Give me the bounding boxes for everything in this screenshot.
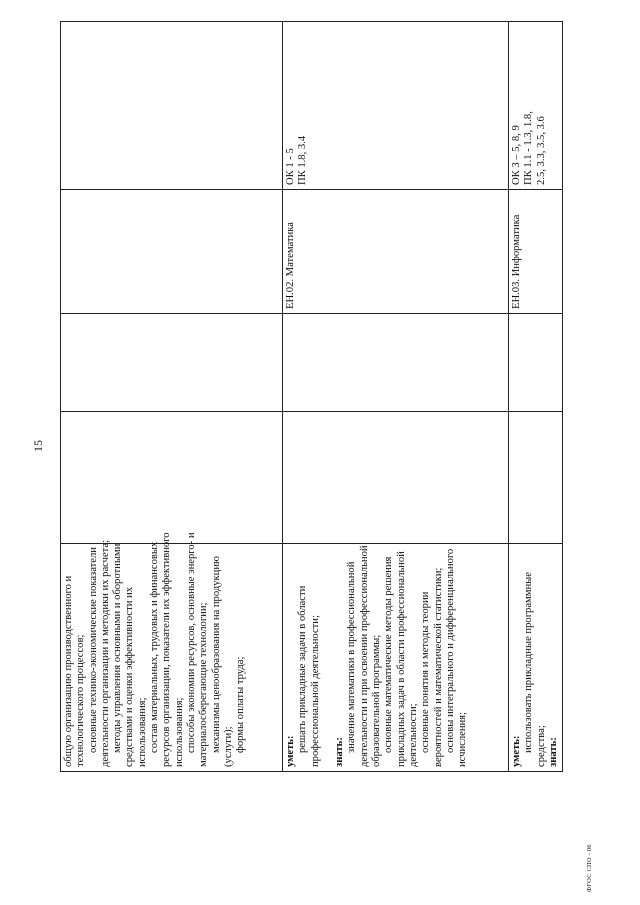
text-line: деятельности организации и методики их расчета; [99,539,111,767]
text-line: средства; [535,725,547,767]
code-line: ОК 3 – 5, 8, 9 [511,125,522,185]
text-line: состав материальных, трудовых и финансовых [149,541,161,753]
text-line: профессиональной деятельности; [309,615,321,767]
text-line: методы управления основными и оборотными [112,543,124,753]
text-line: способы экономии ресурсов, основные энерго- и [185,532,197,753]
content-cell [509,544,563,772]
text-line [322,548,334,767]
text-line: использования; [136,697,148,767]
discipline-label: ЕН.02. Математика [285,222,296,309]
empty-cell [509,412,563,544]
text-line: деятельности и при освоении профессиональной [358,545,370,767]
text-line: знать: [334,737,346,767]
text-line: использовать прикладные программные [523,572,535,753]
codes-cell [509,22,563,190]
text-line: основные понятия и методы теории [420,591,432,753]
code-line: ОК 1 - 5 [285,148,296,185]
text-line: основы интегрального и дифференциального [444,548,456,753]
discipline-label: ЕН.03. Информатика [511,214,522,309]
text-line: основные технико-экономические показатели [87,547,99,753]
text-line: значение математики в профессиональной [346,561,358,753]
text-line: вероятностей и математической статистики; [432,567,444,767]
discipline-cell [61,190,283,314]
empty-cell [61,314,283,412]
text-line: исчисления; [457,711,469,767]
text-line: технологического процессов; [75,634,87,767]
text-line: решать прикладные задачи в области [297,585,309,753]
table-row [509,22,563,772]
text-line: (услуги); [222,726,234,767]
code-line: ПК 1.8, 3.4 [297,135,309,185]
text-line: формы оплаты труда; [235,656,247,753]
empty-cell [283,314,509,412]
table-row [61,22,283,772]
code-line: ПК 1.1 - 1.3, 1.8, [523,111,535,185]
text-line: общую организацию производственного и [63,575,74,767]
text-line: уметь: [285,735,296,767]
text-line: знать: [547,737,559,767]
empty-cell [283,412,509,544]
page-number: 15 [31,440,45,452]
text-line: образовательной программы; [371,634,383,767]
discipline-cell [283,190,509,314]
empty-cell [61,412,283,544]
text-line: механизмы ценообразования на продукцию [210,556,222,753]
competency-table [60,21,563,772]
table-row [283,22,509,772]
content-cell [61,532,283,772]
codes-cell [61,22,283,190]
text-line: основные математические методы решения [383,556,395,753]
text-line: уметь: [511,735,522,767]
rotated-table-wrapper [60,22,559,772]
footer-code: ФГОС СПО - 06 [586,844,593,892]
content-cell [283,544,509,772]
text-line: ресурсов организации, показатели их эффективного [161,532,173,767]
codes-cell [283,22,509,190]
text-line: использования; [173,697,185,767]
text-line: деятельности; [407,703,419,767]
text-line: средствами и оценки эффективности их [124,587,136,767]
code-line: 2.5, 3.3, 3.5, 3.6 [535,116,547,185]
text-line: прикладных задач в области профессиональной [395,551,407,767]
text-line: материалосберегающие технологии; [198,602,210,767]
discipline-cell [509,190,563,314]
empty-cell [509,314,563,412]
